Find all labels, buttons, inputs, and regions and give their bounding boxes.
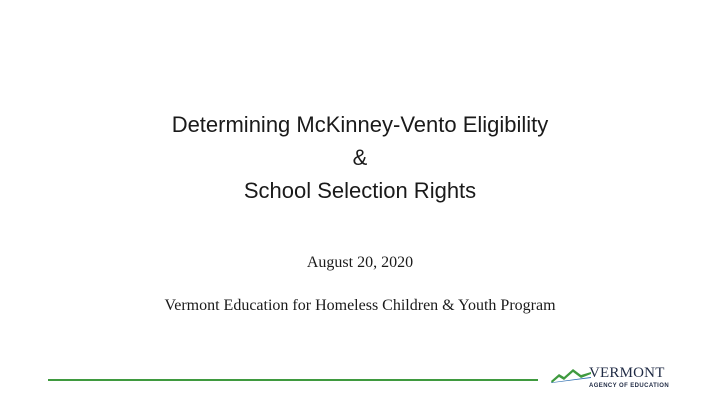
title-line-1: Determining McKinney-Vento Eligibility [171, 112, 549, 137]
title-line-3: School Selection Rights [243, 178, 477, 203]
mountain-icon [551, 365, 591, 383]
footer-divider [48, 379, 538, 381]
logo-subtitle: AGENCY OF EDUCATION [589, 383, 670, 389]
title-line-2: & [352, 145, 368, 170]
program-name: Vermont Education for Homeless Children & Youth Program [164, 297, 556, 314]
logo-wordmark: VERMONT [589, 365, 665, 381]
vermont-aoe-logo [551, 363, 679, 393]
presentation-date: August 20, 2020 [306, 254, 414, 271]
slide-title [0, 108, 720, 207]
